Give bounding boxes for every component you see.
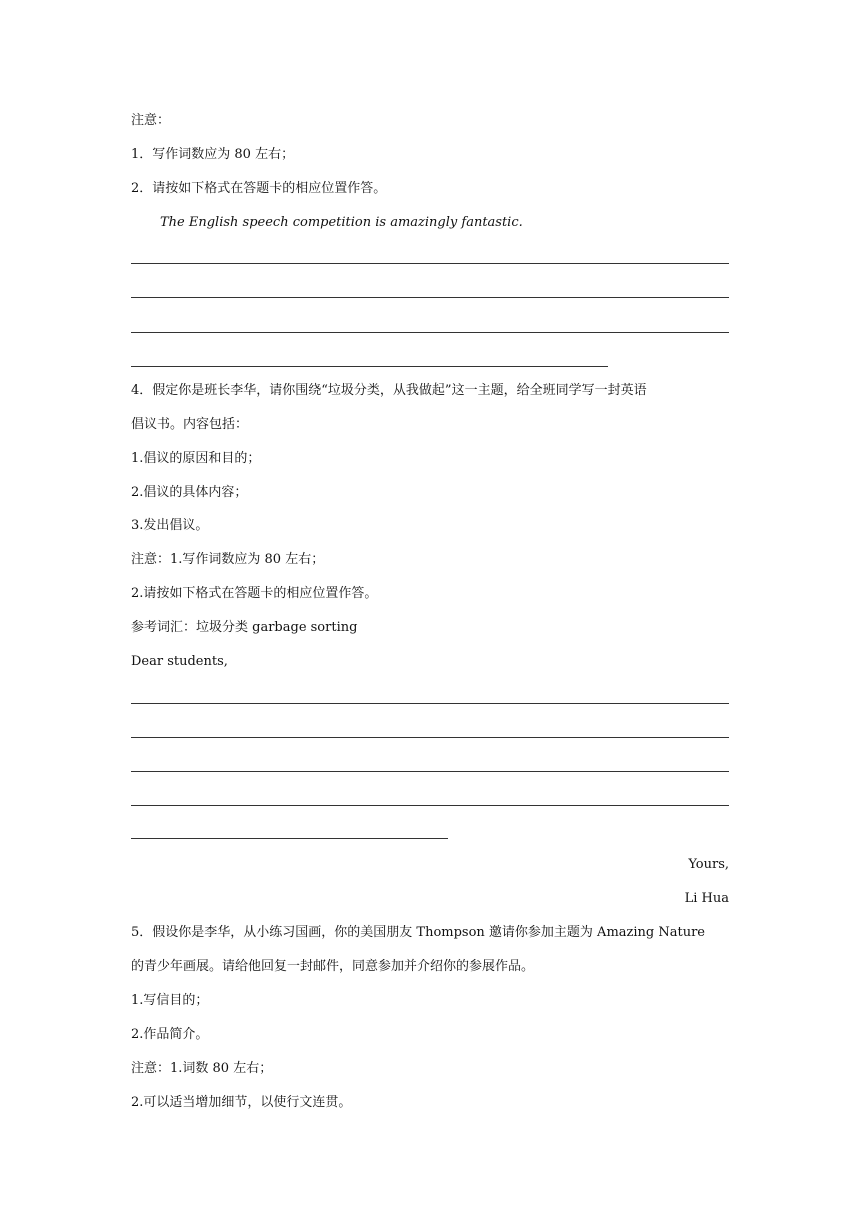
starter-sentence: The English speech competition is amazingly fantastic. xyxy=(160,215,523,230)
answer-line xyxy=(131,366,608,367)
question-5-prompt-cont: 的青少年画展。请给他回复一封邮件，同意参加并介绍你的参展作品。 xyxy=(131,959,535,974)
letter-signature: Li Hua xyxy=(684,891,729,906)
answer-line xyxy=(131,737,729,738)
letter-greeting: Dear students, xyxy=(131,654,228,669)
note-1: 注意：1.写作词数应为 80 左右； xyxy=(131,552,325,567)
content-item-1: 1.写信目的； xyxy=(131,993,209,1008)
note-1: 注意：1.词数 80 左右； xyxy=(131,1061,273,1076)
answer-line xyxy=(131,263,729,264)
vocab-reference: 参考词汇：垃圾分类 garbage sorting xyxy=(131,620,358,635)
content-item-2: 2.作品简介。 xyxy=(131,1027,209,1042)
content-item-2: 2.倡议的具体内容； xyxy=(131,485,248,500)
content-item-3: 3.发出倡议。 xyxy=(131,518,209,533)
note-2: 2.可以适当增加细节，以使行文连贯。 xyxy=(131,1095,352,1110)
question-4-prompt: 4．假定你是班长李华，请你围绕“垃圾分类，从我做起”这一主题，给全班同学写一封英语 xyxy=(131,383,647,398)
question-5-prompt: 5．假设你是李华，从小练习国画，你的美国朋友 Thompson 邀请你参加主题为 Amazing Nature xyxy=(131,925,705,940)
answer-line xyxy=(131,703,729,704)
answer-line xyxy=(131,297,729,298)
question-4-prompt-cont: 倡议书。内容包括： xyxy=(131,417,249,432)
letter-closing: Yours, xyxy=(688,857,729,872)
note-item-2: 2．请按如下格式在答题卡的相应位置作答。 xyxy=(131,181,387,196)
answer-line xyxy=(131,771,729,772)
content-item-1: 1.倡议的原因和目的； xyxy=(131,451,261,466)
answer-line xyxy=(131,805,729,806)
answer-line xyxy=(131,332,729,333)
answer-line xyxy=(131,838,448,839)
note-item-1: 1．写作词数应为 80 左右； xyxy=(131,147,295,162)
note-title: 注意： xyxy=(131,113,171,128)
note-2: 2.请按如下格式在答题卡的相应位置作答。 xyxy=(131,586,378,601)
